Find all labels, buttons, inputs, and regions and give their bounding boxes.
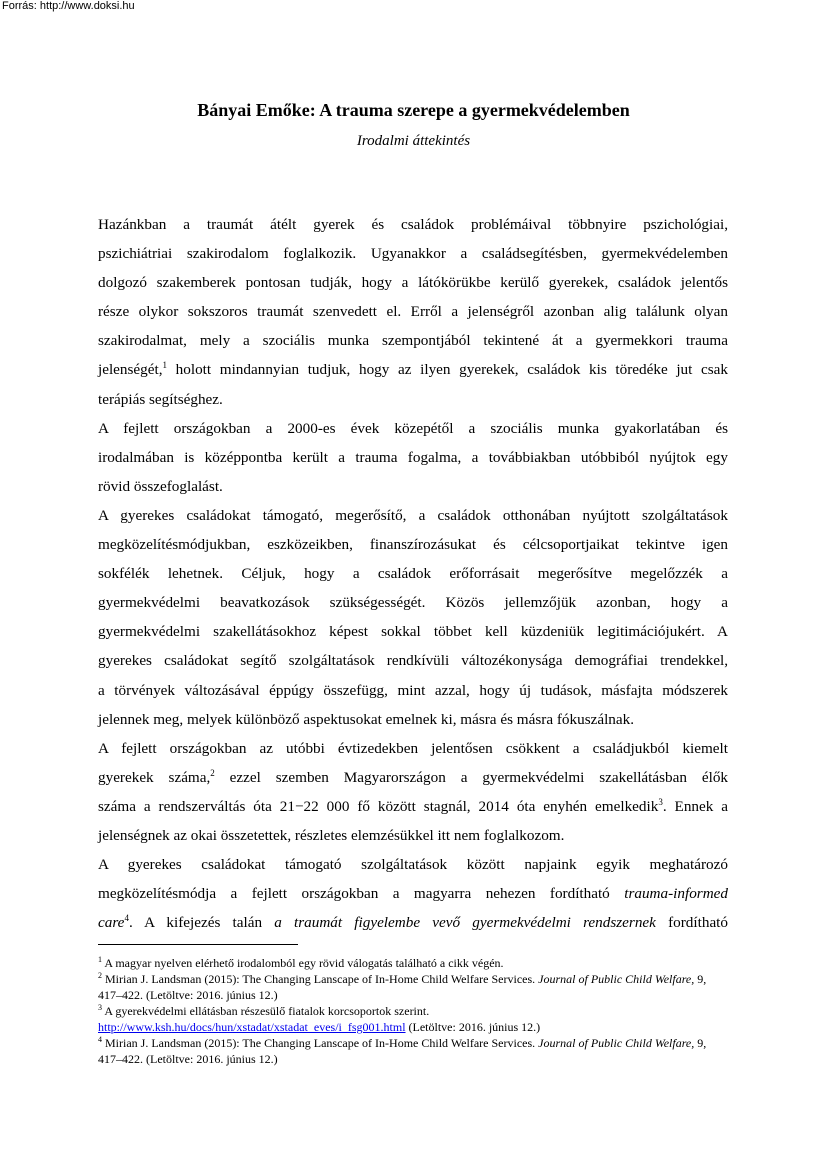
text-line: része olykor sokszoros traumát szenvedett el. Erről a jelenségről azonban alig találunk olyan	[98, 303, 728, 321]
text-run: . A kifejezés talán	[128, 914, 275, 932]
footnote-text: Mirian J. Landsman (2015): The Changing Lanscape of In-Home Child Welfare Services.	[102, 972, 539, 986]
text-line: gyermekvédelmi beavatkozások szükségességét. Közös jellemzőjük azonban, hogy a	[98, 594, 728, 612]
text-line: rövid összefoglalást.	[98, 477, 223, 495]
italic-term: care	[98, 914, 125, 932]
footnote-text: (Letöltve: 2016. június 12.)	[405, 1020, 541, 1034]
document-title: Bányai Emőke: A trauma szerepe a gyermekvédelemben	[197, 100, 630, 120]
text-run: holott mindannyian tudjuk, hogy az ilyen gyerekek, családok kis töredéke jut csak	[167, 361, 728, 379]
text-run: fordítható	[655, 914, 728, 932]
text-line	[98, 879, 728, 908]
footnote-2	[98, 971, 728, 1003]
text-line: A gyerekes családokat támogató, megerősítő, a családok otthonában nyújtott szolgáltatások	[98, 506, 728, 524]
text-line	[98, 763, 728, 792]
paragraph-5	[98, 850, 728, 937]
text-run: megközelítésmódja a fejlett országokban a magyarra nehezen fordítható	[98, 885, 625, 903]
footnote-ref-3[interactable]: 3	[658, 796, 663, 807]
text-line: gyermekvédelmi szakellátásokhoz képest sokkal többet kell küzdeniük legitimációjukért. A	[98, 623, 728, 641]
text-line: dolgozó szakemberek pontosan tudják, hogy a látókörükbe kerülő gyerekek, családok jelentős	[98, 274, 728, 292]
footnote-text: Mirian J. Landsman (2015): The Changing Lanscape of In-Home Child Welfare Services.	[102, 1036, 539, 1050]
text-line: A gyerekes családokat támogató szolgáltatások között napjaink egyik meghatározó	[98, 856, 728, 874]
footnote-number: 4	[98, 1035, 102, 1044]
footnote-text: 9, 417–422. (Letöltve: 2016. június 12.)	[98, 1036, 707, 1066]
italic-phrase: a traumát figyelembe vevő gyermekvédelmi rendszernek	[274, 914, 656, 932]
text-line: pszichiátriai szakirodalom foglalkozik. Ugyanakkor a családsegítésben, gyermekvédelemben	[98, 245, 728, 263]
footnote-ref-2[interactable]: 2	[210, 767, 215, 778]
text-line: jelenségnek az okai összetettek, részletes elemzésükkel itt nem foglalkozom.	[98, 826, 565, 844]
text-line	[98, 355, 728, 384]
footnote-divider	[98, 944, 298, 945]
paragraph-2	[98, 414, 728, 501]
footnote-ref-1[interactable]: 1	[162, 360, 168, 371]
text-run: száma a rendszerváltás óta 21−22 000 fő között stagnál, 2014 óta enyhén emelkedik	[98, 797, 659, 815]
body-text	[98, 210, 728, 937]
text-line: gyerekes családokat segítő szolgáltatások rendkívüli változékonysága demográfiai trendekkel,	[98, 652, 728, 670]
document-subtitle: Irodalmi áttekintés	[356, 133, 471, 149]
text-line: a törvények változásával éppúgy összefügg, mint azzal, hogy új tudások, másfajta módszerek	[98, 681, 728, 699]
text-line: szakirodalmat, mely a szociális munka szempontjából tekintené át a gyermekkori trauma	[98, 332, 728, 350]
text-line: A fejlett országokban a 2000-es évek közepétől a szociális munka gyakorlatában és	[98, 419, 728, 437]
footnote-4	[98, 1035, 728, 1067]
text-line: irodalmában is középpontba került a trauma fogalma, a továbbiakban utóbbiból nyújtok egy	[98, 448, 728, 466]
text-line: A fejlett országokban az utóbbi évtizedekben jelentősen csökkent a családjukból kiemelt	[98, 739, 728, 757]
text-line: terápiás segítséghez.	[98, 390, 223, 408]
text-run: ezzel szemben Magyarországon a gyermekvédelmi szakellátásban élők	[214, 768, 729, 786]
ksh-link[interactable]: http://www.ksh.hu/docs/hun/xstadat/xstadat_eves/i_fsg001.html	[98, 1020, 406, 1034]
footnote-ref-4[interactable]: 4	[124, 913, 129, 924]
footnote-text: 9, 417–422. (Letöltve: 2016. június 12.)	[98, 972, 707, 1002]
text-line	[98, 908, 728, 937]
text-run: gyerekek száma,	[98, 768, 211, 786]
footnote-1	[98, 955, 728, 971]
footnote-number: 3	[98, 1003, 102, 1012]
text-line: megközelítésmódjukban, eszközeikben, finanszírozásukat és célcsoportjaikat tekintve igen	[98, 536, 728, 554]
text-run: . Ennek a	[662, 797, 729, 815]
footnote-text: A gyerekvédelmi ellátásban részesülő fiatalok korcsoportok szerint.	[102, 1004, 430, 1018]
journal-name: Journal of Public Child Welfare,	[538, 1036, 695, 1050]
paragraph-3	[98, 501, 728, 734]
italic-term: trauma-informed	[624, 885, 728, 903]
footnote-number: 2	[98, 971, 102, 980]
footnote-3	[98, 1003, 728, 1035]
footnotes	[98, 955, 728, 1067]
paragraph-1	[98, 210, 728, 414]
paragraph-4	[98, 734, 728, 850]
text-run: jelenségét,	[98, 361, 163, 379]
text-line: sokfélék lehetnek. Céljuk, hogy a családok erőforrásait megerősítve megelőzzék a	[98, 565, 728, 583]
footnote-text: A magyar nyelven elérhető irodalomból egy rövid válogatás található a cikk végén.	[102, 956, 504, 970]
journal-name: Journal of Public Child Welfare,	[538, 972, 695, 986]
footnote-number: 1	[98, 955, 102, 964]
text-line: Hazánkban a traumát átélt gyerek és családok problémáival többnyire pszichológiai,	[98, 216, 728, 233]
text-line: jelennek meg, melyek különböző aspektusokat emelnek ki, másra és másra fókuszálnak.	[98, 710, 635, 728]
source-label: Forrás: http://www.doksi.hu	[2, 0, 135, 12]
text-line	[98, 792, 728, 821]
